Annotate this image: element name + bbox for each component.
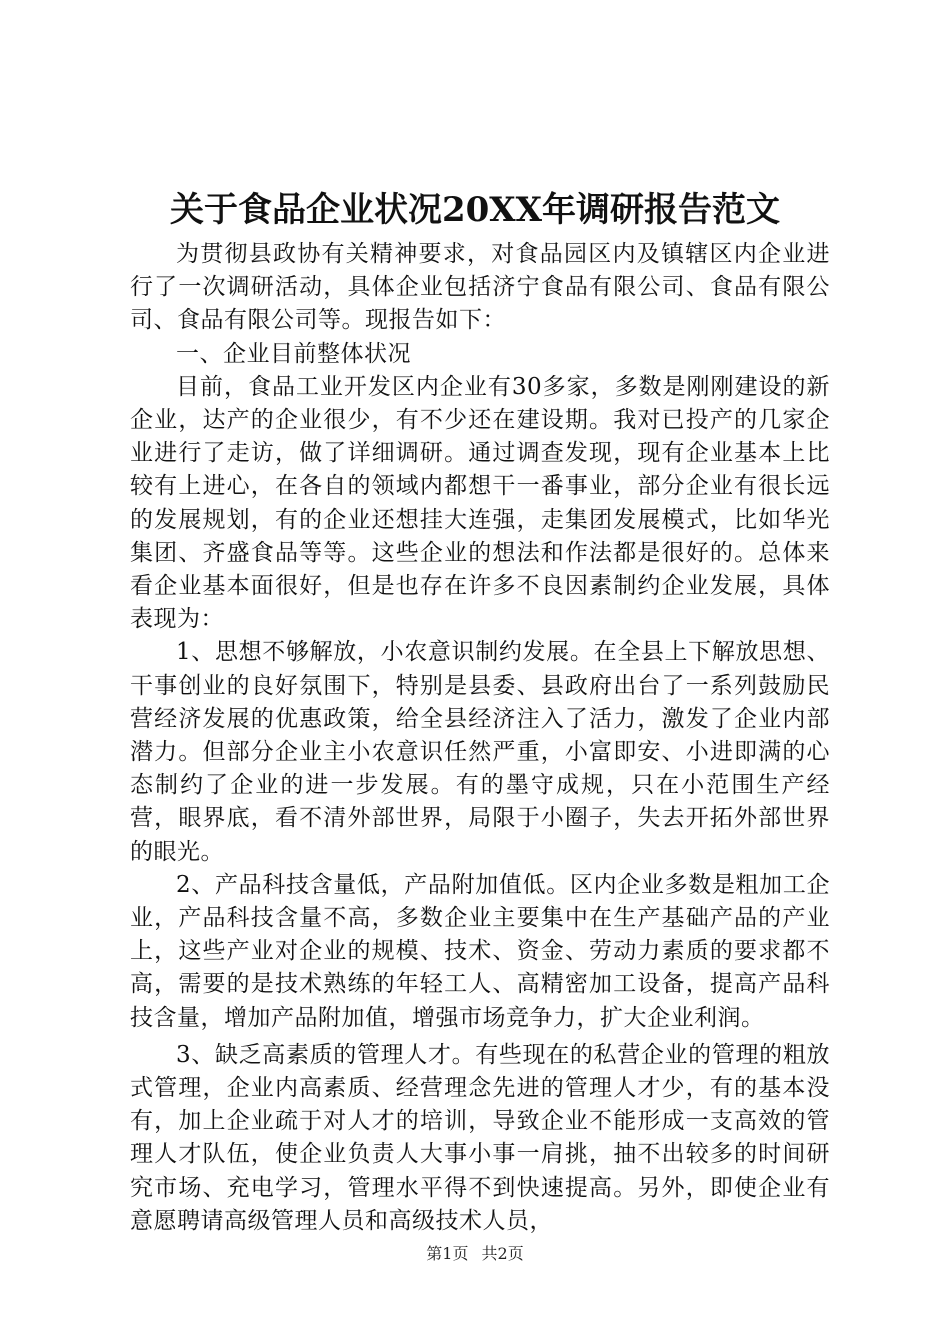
page-total: 共2页 (481, 1244, 524, 1263)
intro-paragraph: 为贯彻县政协有关精神要求，对食品园区内及镇辖区内企业进行了一次调研活动，具体企业包括济宁食品有限公司、食品有限公司、食品有限公司等。现报告如下： (130, 241, 830, 334)
point-3-paragraph: 3、缺乏高素质的管理人才。有些现在的私营企业的管理的粗放式管理，企业内高素质、经营理念先进的管理人才少，有的基本没有，加上企业疏于对人才的培训，导致企业不能形成一支高效的管理人才队伍，使企业负责人大事小事一肩挑，抽不出较多的时间研究市场、充电学习，管理水平得不到快速提高。另外，即使企业有意愿聘请高级管理人员和高级技术人员， (130, 1041, 830, 1234)
page-footer (0, 1242, 950, 1266)
point-1-paragraph: 1、思想不够解放，小农意识制约发展。在全县上下解放思想、干事创业的良好氛围下，特别是县委、县政府出台了一系列鼓励民营经济发展的优惠政策，给全县经济注入了活力，激发了企业内部潜力。但部分企业主小农意识任然严重，小富即安、小进即满的心态制约了企业的进一步发展。有的墨守成规，只在小范围生产经营，眼界底，看不清外部世界，局限于小圈子，失去开拓外部世界的眼光。 (130, 639, 830, 865)
point-2-paragraph: 2、产品科技含量低，产品附加值低。区内企业多数是粗加工企业，产品科技含量不高，多数企业主要集中在生产基础产品的产业上，这些产业对企业的规模、技术、资金、劳动力素质的要求都不高，需要的是技术熟练的年轻工人、高精密加工设备，提高产品科技含量，增加产品附加值，增强市场竞争力，扩大企业利润。 (130, 871, 830, 1031)
document-body (130, 238, 830, 1238)
section-heading: 一、企业目前整体状况 (176, 340, 411, 367)
overview-paragraph: 目前，食品工业开发区内企业有30多家，多数是刚刚建设的新企业，达产的企业很少，有不少还在建设期。我对已投产的几家企业进行了走访，做了详细调研。通过调查发现，现有企业基本上比较有上进心，在各自的领域内都想干一番事业，部分企业有很长远的发展规划，有的企业还想挂大连强，走集团发展模式，比如华光集团、齐盛食品等等。这些企业的想法和作法都是很好的。总体来看企业基本面很好，但是也存在许多不良因素制约企业发展，具体表现为： (130, 373, 830, 633)
document-title: 关于食品企业状况20XX年调研报告范文 (169, 190, 781, 230)
page-number: 第1页 (426, 1244, 469, 1263)
